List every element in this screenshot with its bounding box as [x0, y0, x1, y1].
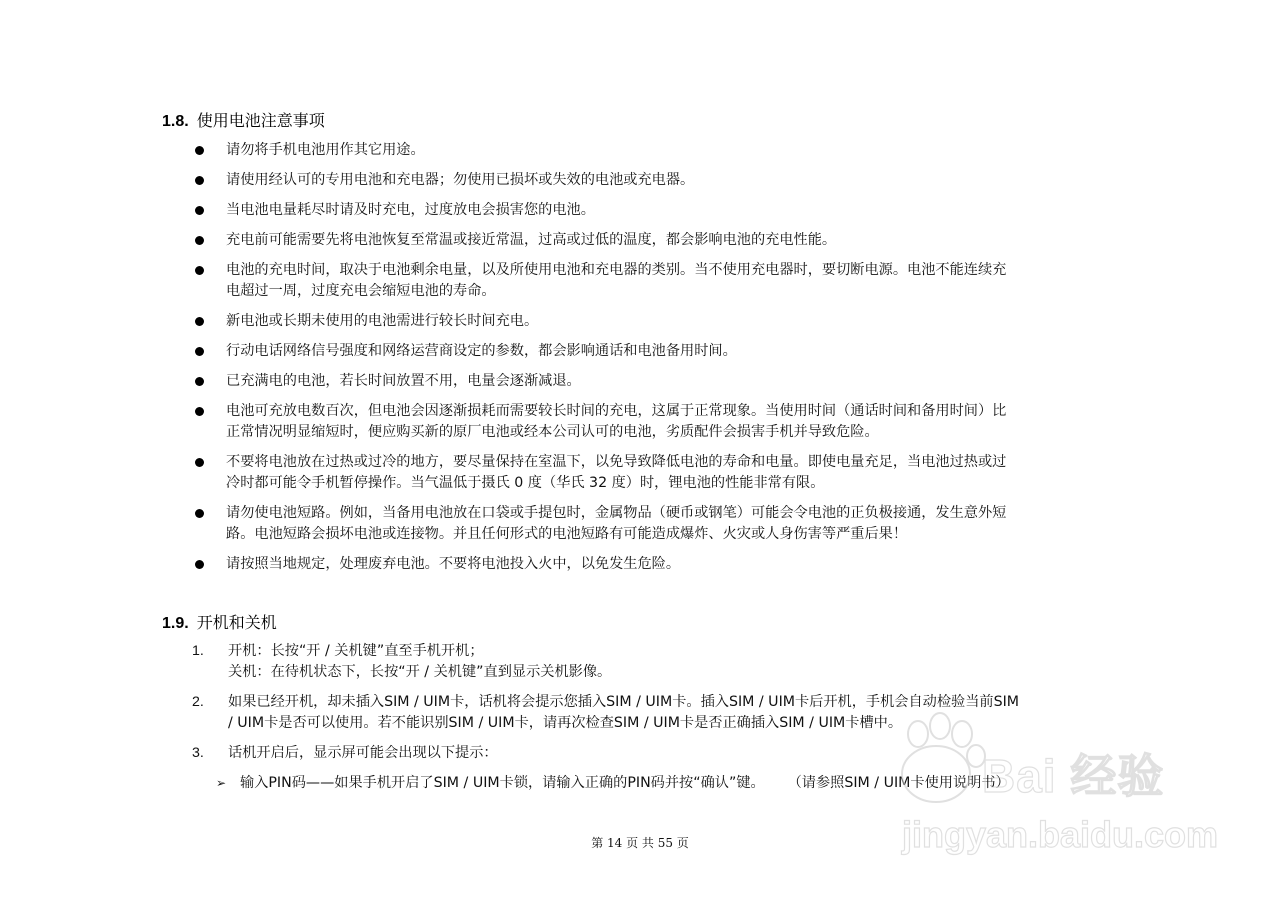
bullet-icon [195, 317, 204, 326]
list-item-text: 请勿使电池短路。例如，当备用电池放在口袋或手提包时，金属物品（硬币或钢笔）可能会令电池的正负极接通，发生意外短 [226, 505, 1007, 521]
pin-prompt-item [216, 773, 1126, 794]
list-item [192, 260, 1122, 302]
pin-prompt-text: 输入PIN码——如果手机开启了SIM / UIM卡锁，请输入正确的PIN码并按“确认”键。 [240, 775, 765, 791]
section-title: 开机和关机 [196, 613, 277, 632]
list-item-text: 如果已经开机，却未插入SIM / UIM卡，话机将会提示您插入SIM / UIM卡。插入SIM / UIM卡后开机，手机会自动检验当前SIM [228, 694, 1020, 710]
list-item-number: 1. [192, 643, 204, 659]
list-item-text: 电超过一周，过度充电会缩短电池的寿命。 [226, 283, 496, 299]
list-item-text: 电池可充放电数百次，但电池会因逐渐损耗而需要较长时间的充电，这属于正常现象。当使用时间（通话时间和备用时间）比 [226, 403, 1007, 419]
list-item-text: 新电池或长期未使用的电池需进行较长时间充电。 [226, 313, 539, 329]
list-item-text: 话机开启后，显示屏可能会出现以下提示： [228, 745, 498, 761]
list-item [192, 230, 1122, 251]
bullet-icon [195, 347, 204, 356]
list-item-text: 路。电池短路会损坏电池或连接物。并且任何形式的电池短路有可能造成爆炸、火灾或人身伤害等严重后果！ [226, 526, 908, 542]
watermark-url: jingyan.baidu.com [902, 814, 1219, 855]
bullet-icon [195, 266, 204, 275]
bullet-icon [195, 236, 204, 245]
list-item-text: 请按照当地规定，处理废弃电池。不要将电池投入火中，以免发生危险。 [226, 556, 681, 572]
list-item [192, 140, 1122, 161]
battery-notice-list [192, 140, 1122, 584]
bullet-icon [195, 377, 204, 386]
section-title: 使用电池注意事项 [196, 111, 325, 130]
list-item [192, 341, 1122, 362]
bullet-icon [195, 560, 204, 569]
list-item [192, 452, 1122, 494]
list-item-text: 当电池电量耗尽时请及时充电，过度放电会损害您的电池。 [226, 202, 595, 218]
bullet-icon [195, 146, 204, 155]
list-item-number: 2. [192, 694, 204, 710]
list-item-text: 充电前可能需要先将电池恢复至常温或接近常温，过高或过低的温度，都会影响电池的充电性能。 [226, 232, 837, 248]
bullet-icon [195, 206, 204, 215]
list-item-text: 已充满电的电池，若长时间放置不用，电量会逐渐减退。 [226, 373, 581, 389]
power-steps-list [192, 641, 1122, 773]
list-item-text: 请使用经认可的专用电池和充电器；勿使用已损坏或失效的电池或充电器。 [226, 172, 695, 188]
bullet-icon [195, 407, 204, 416]
pin-prompt-note: （请参照SIM / UIM卡使用说明书） [794, 775, 1010, 791]
bullet-icon [195, 509, 204, 518]
list-item [192, 170, 1122, 191]
list-item-text: 正常情况明显缩短时，便应购买新的原厂电池或经本公司认可的电池，劣质配件会损害手机并导致危险。 [226, 424, 879, 440]
list-item-text: 不要将电池放在过热或过冷的地方，要尽量保持在室温下，以免导致降低电池的寿命和电量。即使电量充足，当电池过热或过 [226, 454, 1007, 470]
section-number: 1.9. [162, 615, 189, 632]
list-item [192, 692, 1122, 734]
bullet-icon [195, 458, 204, 467]
list-item [192, 743, 1122, 764]
page-number: 第 14 页 共 55 页 [591, 836, 689, 850]
list-item-text: / UIM卡是否可以使用。若不能识别SIM / UIM卡，请再次检查SIM / UIM卡是否正确插入SIM / UIM卡槽中。 [228, 715, 903, 731]
list-item-text: 冷时都可能令手机暂停操作。当气温低于摄氏 0 度（华氏 32 度）时，锂电池的性能非常有限。 [226, 475, 825, 491]
list-item-text: 请勿将手机电池用作其它用途。 [226, 142, 425, 158]
list-item [192, 503, 1122, 545]
section-heading-power [162, 610, 277, 633]
bullet-icon [195, 176, 204, 185]
list-item-number: 3. [192, 745, 204, 761]
list-item-text: 电池的充电时间，取决于电池剩余电量，以及所使用电池和充电器的类别。当不使用充电器时，要切断电源。电池不能连续充 [226, 262, 1007, 278]
list-item [192, 200, 1122, 221]
list-item-text: 关机：在待机状态下，长按“开 / 关机键”直到显示关机影像。 [228, 664, 612, 680]
list-item-text: 开机：长按“开 / 关机键”直至手机开机； [228, 643, 484, 659]
watermark-brand: Bai 经验 [982, 750, 1165, 802]
section-number: 1.8. [162, 113, 189, 130]
list-item [192, 311, 1122, 332]
list-item [192, 554, 1122, 575]
arrow-bullet-icon: ➢ [216, 776, 227, 790]
list-item [192, 371, 1122, 392]
section-heading-battery [162, 108, 325, 131]
list-item-text: 行动电话网络信号强度和网络运营商设定的参数，都会影响通话和电池备用时间。 [226, 343, 737, 359]
list-item [192, 641, 1122, 683]
list-item [192, 401, 1122, 443]
